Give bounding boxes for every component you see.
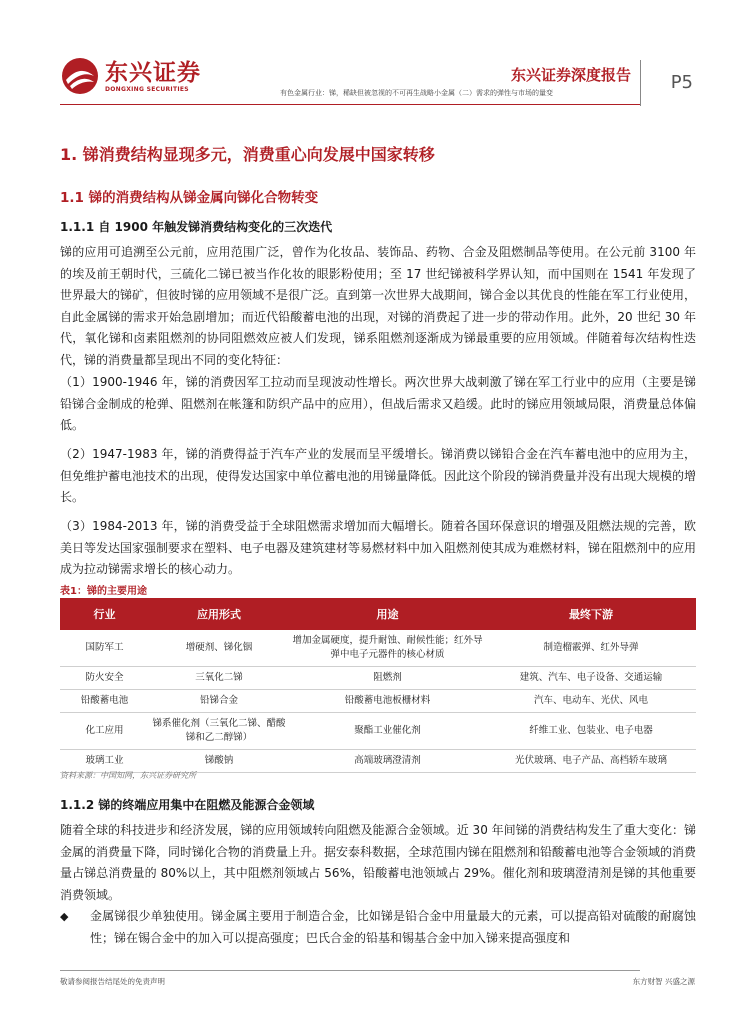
table-row [60,690,696,713]
table-cell: 纤维工业、包装业、电子电器 [486,713,696,750]
paragraph-terminal-uses: 随着全球的科技进步和经济发展，锑的应用领域转向阻燃及能源合金领域。近 30 年间锑的消费结构发生了重大变化：锑金属的消费量下降，同时锑化合物的消费量上升。据安泰科数据，全球范围内锑在阻燃剂和铅酸蓄电池等合金领域的消费量占锑总消费量的 80%以上，其中阻燃剂领域占 56%，铅酸蓄电池领域占 29%。催化剂和玻璃澄清剂是锑的其他重要消费领域。 [60,823,697,902]
table-caption: 表1：锑的主要用途 [60,586,147,597]
section-heading-1-1: 1.1 锑的消费结构从锑金属向锑化合物转变 [60,190,319,206]
table-cell: 增加金属硬度，提升耐蚀、耐候性能；红外导弹中电子元器件的核心材质 [289,630,486,667]
footer-slogan: 东方财智 兴盛之源 [632,977,695,986]
report-subtitle: 有色金属行业：锑，稀缺但被忽视的不可再生战略小金属（二）需求的弹性与市场的量变 [280,89,553,97]
paragraph-stage-1: （1）1900-1946 年，锑的消费因军工拉动而呈现波动性增长。两次世界大战刺激了锑在军工行业中的应用（主要是锑铅锑合金制成的枪弹、阻燃剂在帐篷和防织产品中的应用），但战后需求又趋缓。此时的锑应用领域局限，消费量总体偏低。 [60,375,696,432]
antimony-uses-table [60,598,696,773]
table-cell: 锑酸钠 [149,750,289,773]
table-cell: 建筑、汽车、电子设备、交通运输 [486,667,696,690]
table-cell: 光伏玻璃、电子产品、高档轿车玻璃 [486,750,696,773]
paragraph-history: 锑的应用可追溯至公元前，应用范围广泛，曾作为化妆品、装饰品、药物、合金及阻燃制品等使用。在公元前 3100 年的埃及前王朝时代，三硫化二锑已被当作化妆的眼影粉使用；至 17 世纪锑被科学界认知，而中国则在 1541 年发现了世界最大的锑矿，但彼时锑的应用领域不是很广泛。直到第一次世界大战期间，锑合金以其优良的性能在军工行业使用，自此金属锑的需求开始急剧增加；而近代铅酸蓄电池的出现，对锑的消费起了进一步的带动作用。此外，20 世纪 30 年代，氧化锑和卤素阻燃剂的协同阻燃效应被人们发现，锑系阻燃剂逐渐成为锑最重要的应用领域。伴随着每次结构性迭代，锑的消费量都呈现出不同的变化特征： [60,245,697,367]
col-header-use: 用途 [289,598,486,630]
table-cell: 阻燃剂 [289,667,486,690]
col-header-form: 应用形式 [149,598,289,630]
table-cell: 铅锑合金 [149,690,289,713]
logo-english-name: DONGXING SECURITIES [105,85,189,93]
section-heading-1-1-2: 1.1.2 锑的终端应用集中在阻燃及能源合金领域 [60,798,315,812]
header-vertical-divider [640,60,641,106]
table-header-row [60,598,696,630]
table-cell: 国防军工 [60,630,149,667]
header-divider [60,104,640,105]
table-cell: 铅酸蓄电池 [60,690,149,713]
logo-chinese-name: 东兴证券 [105,59,201,86]
table-cell: 高端玻璃澄清剂 [289,750,486,773]
bullet-text: 金属锑很少单独使用。锑金属主要用于制造合金，比如锑是铅合金中用量最大的元素，可以提高铅对硫酸的耐腐蚀性；锑在锡合金中的加入可以提高强度；巴氏合金的铅基和锡基合金中加入锑来提高强度和 [90,909,696,945]
table-cell: 化工应用 [60,713,149,750]
table-row [60,630,696,667]
footer-disclaimer: 敬请参阅报告结尾处的免责声明 [60,977,165,986]
table-cell: 防火安全 [60,667,149,690]
report-brand: 东兴证券深度报告 [510,66,631,84]
col-header-downstream: 最终下游 [486,598,696,630]
table-cell: 玻璃工业 [60,750,149,773]
table-cell: 铅酸蓄电池板栅材料 [289,690,486,713]
dongxing-logo-icon [60,56,100,96]
table-cell: 锑系催化剂（三氧化二锑、醋酸锑和乙二醇锑） [149,713,289,750]
table-source: 资料来源：中国知网，东兴证券研究所 [60,771,196,780]
company-logo [60,56,201,96]
section-heading-1: 1. 锑消费结构显现多元，消费重心向发展中国家转移 [60,145,435,164]
footer-divider [60,970,640,971]
paragraph-stage-2: （2）1947-1983 年，锑的消费得益于汽车产业的发展而呈平缓增长。锑消费以锑铅合金在汽车蓄电池中的应用为主，但免维护蓄电池技术的出现，使得发达国家中单位蓄电池的用锑量降低。因此这个阶段的锑消费量并没有出现大规模的增长。 [60,447,697,504]
diamond-bullet-icon: ◆ [60,910,69,923]
col-header-industry: 行业 [60,598,149,630]
table-row [60,667,696,690]
table-cell: 增硬剂、锑化铟 [149,630,289,667]
table-cell: 汽车、电动车、光伏、风电 [486,690,696,713]
table-cell: 三氧化二锑 [149,667,289,690]
table-cell: 聚酯工业催化剂 [289,713,486,750]
page-number: P5 [670,72,693,93]
table-cell: 制造榴霰弹、红外导弹 [486,630,696,667]
table-row [60,713,696,750]
section-heading-1-1-1: 1.1.1 自 1900 年触发锑消费结构变化的三次迭代 [60,220,333,234]
paragraph-stage-3: （3）1984-2013 年，锑的消费受益于全球阻燃需求增加而大幅增长。随着各国环保意识的增强及阻燃法规的完善，欧美日等发达国家强制要求在塑料、电子电器及建筑建材等易燃材料中加入阻燃剂使其成为难燃材料，锑在阻燃剂中的应用成为拉动锑需求增长的核心动力。 [60,519,697,576]
bullet-item [60,906,696,949]
